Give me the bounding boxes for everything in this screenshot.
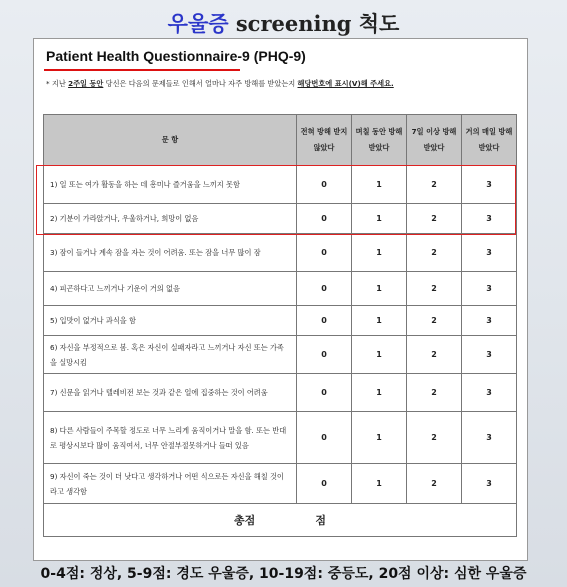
total-cell — [44, 504, 517, 537]
score-option-0[interactable]: 0 — [297, 374, 352, 412]
score-option-3[interactable]: 3 — [462, 374, 517, 412]
table-row — [44, 412, 517, 464]
score-option-0[interactable]: 0 — [297, 336, 352, 374]
table-row — [44, 306, 517, 336]
page-title-korean: 우울증 — [167, 11, 229, 36]
header-option-0: 전혀 방해 받지 않았다 — [297, 115, 352, 166]
score-option-0[interactable]: 0 — [297, 412, 352, 464]
header-option-1: 며칠 동안 방해 받았다 — [352, 115, 407, 166]
score-option-0[interactable]: 0 — [297, 464, 352, 504]
score-option-3[interactable]: 3 — [462, 272, 517, 306]
score-option-2[interactable]: 2 — [407, 166, 462, 204]
score-option-3[interactable]: 3 — [462, 336, 517, 374]
score-option-1[interactable]: 1 — [352, 272, 407, 306]
page-title — [0, 8, 567, 38]
page-title-rest: screening 척도 — [228, 11, 400, 36]
score-option-2[interactable]: 2 — [407, 204, 462, 234]
score-option-0[interactable]: 0 — [297, 204, 352, 234]
question-text: 6) 자신을 부정적으로 봄. 혹은 자신이 실패자라고 느끼거나 자신 또는 가족을 실망시킴 — [44, 336, 297, 374]
total-label: 총점 — [234, 514, 256, 527]
table-row — [44, 336, 517, 374]
instruction-emphasis: 해당번호에 표시(V)해 주세요. — [297, 79, 394, 88]
question-text: 2) 기분이 가라앉거나, 우울하거나, 희망이 없음 — [44, 204, 297, 234]
table-row — [44, 374, 517, 412]
score-option-3[interactable]: 3 — [462, 166, 517, 204]
questionnaire-sheet — [33, 38, 528, 561]
score-option-0[interactable]: 0 — [297, 272, 352, 306]
score-option-1[interactable]: 1 — [352, 374, 407, 412]
title-underline — [44, 69, 240, 71]
score-option-0[interactable]: 0 — [297, 306, 352, 336]
score-option-1[interactable]: 1 — [352, 336, 407, 374]
instruction-period: 2주일 동안 — [68, 79, 104, 88]
table-row — [44, 272, 517, 306]
score-option-2[interactable]: 2 — [407, 234, 462, 272]
score-option-2[interactable]: 2 — [407, 464, 462, 504]
header-option-3: 거의 매일 방해 받았다 — [462, 115, 517, 166]
score-option-2[interactable]: 2 — [407, 272, 462, 306]
score-option-2[interactable]: 2 — [407, 306, 462, 336]
instruction-prefix: * 지난 — [46, 79, 69, 88]
header-item: 문 항 — [44, 115, 297, 166]
score-option-1[interactable]: 1 — [352, 412, 407, 464]
instruction-text — [46, 79, 526, 89]
question-text: 7) 신문을 읽거나 텔레비전 보는 것과 같은 일에 집중하는 것이 어려움 — [44, 374, 297, 412]
table-row — [44, 464, 517, 504]
score-option-2[interactable]: 2 — [407, 412, 462, 464]
question-text: 3) 잠이 들거나 계속 잠을 자는 것이 어려움. 또는 잠을 너무 많이 잠 — [44, 234, 297, 272]
score-option-2[interactable]: 2 — [407, 336, 462, 374]
score-option-0[interactable]: 0 — [297, 234, 352, 272]
question-text: 4) 피곤하다고 느끼거나 기운이 거의 없음 — [44, 272, 297, 306]
score-option-0[interactable]: 0 — [297, 166, 352, 204]
header-option-2: 7일 이상 방해 받았다 — [407, 115, 462, 166]
highlight-box — [36, 165, 516, 235]
score-option-3[interactable]: 3 — [462, 234, 517, 272]
table-row — [44, 234, 517, 272]
score-option-3[interactable]: 3 — [462, 464, 517, 504]
score-option-3[interactable]: 3 — [462, 412, 517, 464]
scoring-guide: 0-4점: 정상, 5-9점: 경도 우울증, 10-19점: 중등도, 20점 이상: 심한 우울증 — [40, 566, 527, 582]
score-option-1[interactable]: 1 — [352, 166, 407, 204]
question-text: 8) 다른 사람들이 주목할 정도로 너무 느리게 움직이거나 말을 함. 또는 반대로 평상시보다 많이 움직여서, 너무 안절부절못하거나 들떠 있음 — [44, 412, 297, 464]
score-option-1[interactable]: 1 — [352, 204, 407, 234]
score-option-3[interactable]: 3 — [462, 204, 517, 234]
score-option-2[interactable]: 2 — [407, 374, 462, 412]
questionnaire-title: Patient Health Questionnaire-9 (PHQ-9) — [46, 48, 306, 64]
total-row — [44, 504, 517, 537]
score-option-3[interactable]: 3 — [462, 306, 517, 336]
table-header-row — [44, 115, 517, 166]
score-option-1[interactable]: 1 — [352, 306, 407, 336]
question-text: 9) 자신이 죽는 것이 더 낫다고 생각하거나 어떤 식으로든 자신을 해칠 것이라고 생각함 — [44, 464, 297, 504]
total-unit: 점 — [315, 514, 326, 527]
score-option-1[interactable]: 1 — [352, 234, 407, 272]
score-option-1[interactable]: 1 — [352, 464, 407, 504]
instruction-middle: 당신은 다음의 문제들로 인해서 얼마나 자주 방해를 받았는지 — [103, 79, 298, 88]
question-text: 5) 입맛이 없거나 과식을 함 — [44, 306, 297, 336]
question-text: 1) 일 또는 여가 활동을 하는 데 흥미나 즐거움을 느끼지 못함 — [44, 166, 297, 204]
